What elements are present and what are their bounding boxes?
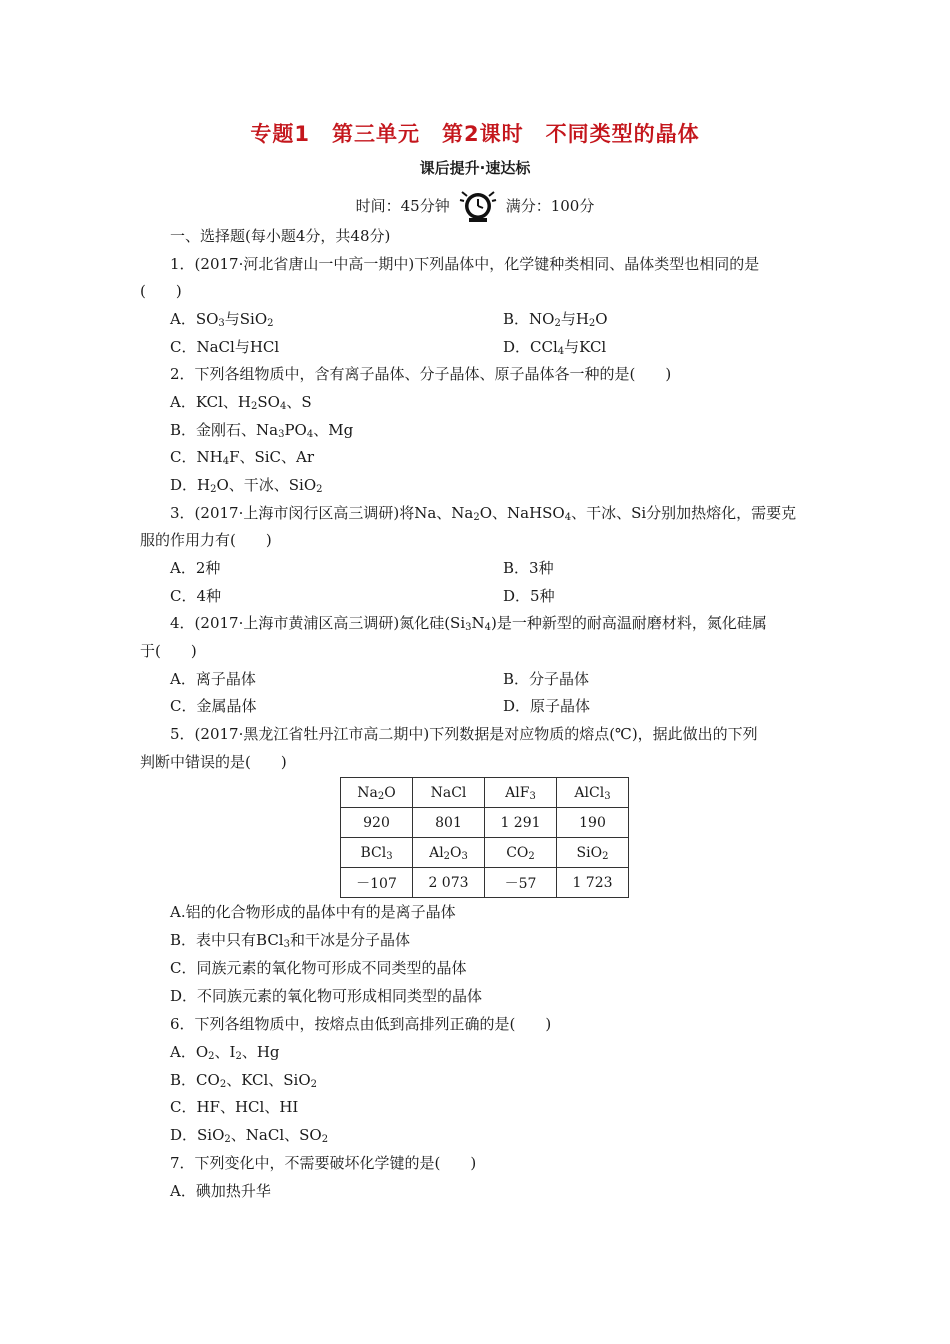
table-cell: AlF$_3$ [485, 778, 557, 808]
table-cell: BCl$_3$ [341, 838, 413, 868]
q2-option-d: D．$H_2O$、干冰、SiO$_2$ [170, 476, 323, 495]
q6-stem: 6．下列各组物质中，按熔点由低到高排列正确的是( ) [170, 1015, 552, 1033]
q4-option-d: D．原子晶体 [503, 697, 591, 715]
q1-option-c: C．NaCl与HCl [170, 338, 280, 356]
q5-stem: 5．(2017·黑龙江省牡丹江市高二期中)下列数据是对应物质的熔点(℃)，据此做出的下列 [170, 725, 758, 743]
q1-stem: 1．(2017·河北省唐山一中高一期中)下列晶体中，化学键种类相同、晶体类型也相同的是 [170, 255, 760, 273]
table-cell: 2 073 [413, 868, 485, 898]
q6-option-d: D．SiO$_2$、NaCl、$SO_2$ [170, 1126, 329, 1145]
q4-option-a: A．离子晶体 [170, 670, 256, 688]
q3-option-a: A．2种 [170, 559, 221, 577]
q1-stem-cont: ( ) [140, 282, 182, 300]
q1-option-d: D．CCl$_4$与KCl [503, 338, 607, 357]
q3-stem-cont: 服的作用力有( ) [140, 531, 272, 549]
q5-option-d: D．不同族元素的氧化物可形成相同类型的晶体 [170, 987, 483, 1005]
time-limit: 时间：45分钟 [355, 196, 450, 215]
table-cell: $Na_2O$ [341, 778, 413, 808]
table-row [341, 808, 629, 838]
q2-option-c: C．$NH_4F$、SiC、Ar [170, 448, 315, 467]
q7-stem: 7．下列变化中，不需要破坏化学键的是( ) [170, 1154, 477, 1172]
q5-stem-cont: 判断中错误的是( ) [140, 753, 287, 771]
melting-point-table [340, 777, 629, 898]
alarm-clock-icon [458, 186, 498, 224]
q6-option-c: C．HF、HCl、HI [170, 1098, 299, 1116]
page-subtitle: 课后提升·速达标 [419, 159, 531, 177]
q4-stem: 4．(2017·上海市黄浦区高三调研)氮化硅$(Si_3N_4)$是一种新型的耐高温耐磨材料，氮化硅属 [170, 614, 767, 633]
q3-stem: 3．(2017·上海市闵行区高三调研)将Na、$Na_2O$、NaHSO$_4$、干冰、Si分别加热熔化，需要克 [170, 504, 797, 523]
q4-option-c: C．金属晶体 [170, 697, 257, 715]
q5-option-a: A.铝的化合物形成的晶体中有的是离子晶体 [170, 903, 456, 921]
table-cell: SiO$_2$ [557, 838, 629, 868]
table-cell: AlCl$_3$ [557, 778, 629, 808]
q1-option-b: B．$NO_2$与$H_2O$ [503, 310, 608, 329]
q3-option-d: D．5种 [503, 587, 555, 605]
q6-option-a: A．$O_2$、$I_2$、Hg [170, 1043, 280, 1062]
table-row [341, 868, 629, 898]
table-cell: 920 [341, 808, 413, 838]
page-title: 专题1 第三单元 第2课时 不同类型的晶体 [250, 122, 700, 146]
q4-option-b: B．分子晶体 [503, 670, 590, 688]
table-cell: 1 723 [557, 868, 629, 898]
q2-stem: 2．下列各组物质中，含有离子晶体、分子晶体、原子晶体各一种的是( ) [170, 365, 672, 383]
section-heading: 一、选择题(每小题4分，共48分) [170, 227, 391, 245]
table-row [341, 778, 629, 808]
table-cell: 1 291 [485, 808, 557, 838]
q3-option-c: C．4种 [170, 587, 222, 605]
q7-option-a: A．碘加热升华 [170, 1182, 271, 1200]
table-cell: $CO_2$ [485, 838, 557, 868]
q5-option-b: B．表中只有BCl$_3$和干冰是分子晶体 [170, 931, 410, 950]
q2-option-a: A．KCl、$H_2SO_4$、S [170, 393, 312, 412]
q2-option-b: B．金刚石、$Na_3PO_4$、Mg [170, 421, 354, 440]
table-cell: $Al_2O_3$ [413, 838, 485, 868]
table-cell: －57 [485, 868, 557, 898]
table-cell: 190 [557, 808, 629, 838]
table-row [341, 838, 629, 868]
table-cell: NaCl [413, 778, 485, 808]
time-score-line [0, 186, 950, 224]
q1-option-a: A．$SO_3$与SiO$_2$ [170, 310, 274, 329]
table-cell: －107 [341, 868, 413, 898]
q5-option-c: C．同族元素的氧化物可形成不同类型的晶体 [170, 959, 467, 977]
q4-stem-cont: 于( ) [140, 642, 197, 660]
score-total: 满分：100分 [505, 196, 595, 215]
q6-option-b: B．$CO_2$、KCl、SiO$_2$ [170, 1071, 318, 1090]
table-cell: 801 [413, 808, 485, 838]
q3-option-b: B．3种 [503, 559, 554, 577]
